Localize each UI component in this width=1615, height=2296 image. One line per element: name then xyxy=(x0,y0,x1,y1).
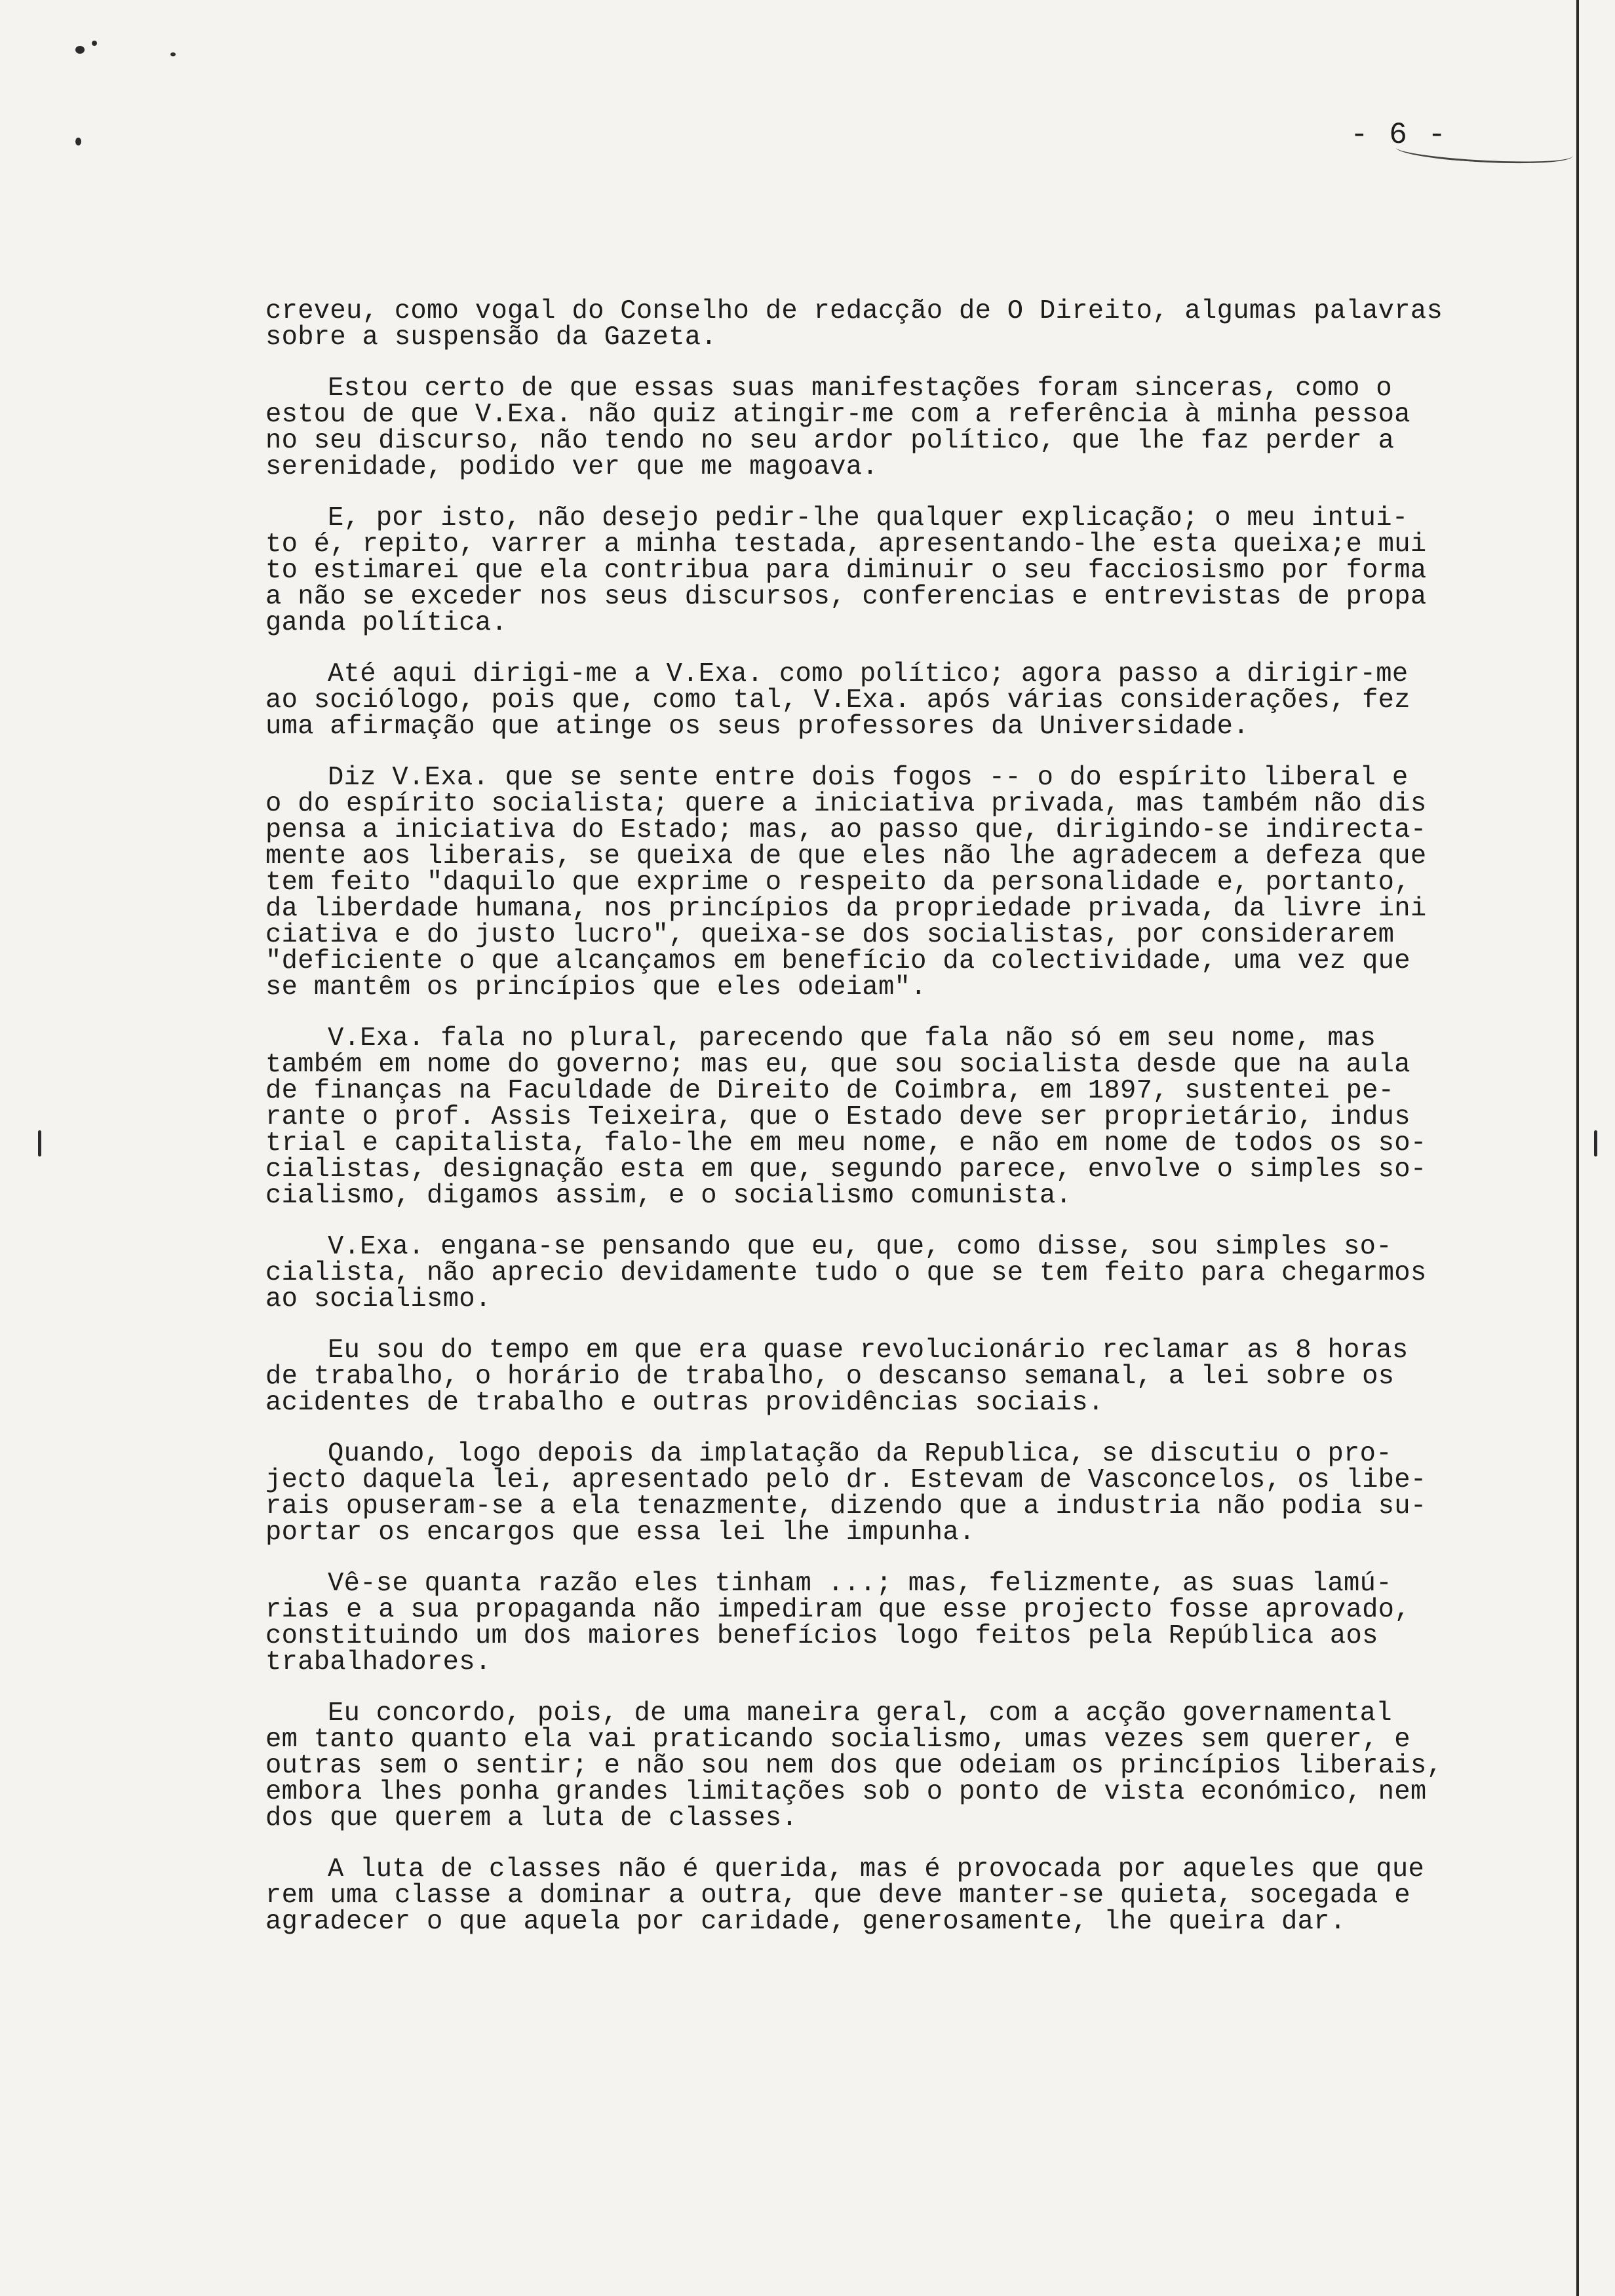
page-number: - 6 - xyxy=(1350,118,1448,152)
scan-speck xyxy=(92,41,97,46)
paragraph xyxy=(265,1856,1485,1935)
text-line: tem feito "daquilo que exprime o respeito da personalidade e, portanto, xyxy=(265,868,1411,898)
text-line: outras sem o sentir; e não sou nem dos que odeiam os princípios liberais, xyxy=(265,1751,1443,1781)
paragraph xyxy=(265,765,1485,1001)
paragraph xyxy=(265,1025,1485,1209)
paragraph xyxy=(265,505,1485,636)
text-line: se mantêm os princípios que eles odeiam". xyxy=(265,972,927,1003)
text-line: a não se exceder nos seus discursos, conferencias e entrevistas de propa xyxy=(265,582,1427,612)
text-line: uma afirmação que atinge os seus professores da Universidade. xyxy=(265,712,1249,742)
text-line: rante o prof. Assis Teixeira, que o Estado deve ser proprietário, indus xyxy=(265,1102,1411,1132)
scan-speck xyxy=(38,1130,41,1157)
text-line: V.Exa. engana-se pensando que eu, que, como disse, sou simples so- xyxy=(328,1232,1392,1262)
text-line: to é, repito, varrer a minha testada, apresentando-lhe esta queixa;e mui xyxy=(265,529,1427,560)
scan-speck xyxy=(170,52,176,56)
paragraph xyxy=(265,375,1485,480)
paragraph xyxy=(265,1441,1485,1546)
text-line: serenidade, podido ver que me magoava. xyxy=(265,452,878,482)
scan-speck xyxy=(1594,1130,1597,1157)
text-line: ganda política. xyxy=(265,608,508,638)
text-line: ao sociólogo, pois que, como tal, V.Exa. após várias considerações, fez xyxy=(265,685,1411,716)
text-line: portar os encargos que essa lei lhe impunha. xyxy=(265,1518,975,1548)
text-line: trabalhadores. xyxy=(265,1647,492,1677)
text-line: o do espírito socialista; quere a iniciativa privada, mas também não dis xyxy=(265,789,1427,819)
text-line: da liberdade humana, nos princípios da propriedade privada, da livre ini xyxy=(265,894,1427,924)
text-line: estou de que V.Exa. não quiz atingir-me com a referência à minha pessoa xyxy=(265,400,1411,430)
paragraph xyxy=(265,1234,1485,1312)
paragraph xyxy=(265,661,1485,740)
text-line: dos que querem a luta de classes. xyxy=(265,1803,798,1833)
text-line: rias e a sua propaganda não impediram que esse projecto fosse aprovado, xyxy=(265,1595,1411,1625)
text-line: Eu sou do tempo em que era quase revolucionário reclamar as 8 horas xyxy=(328,1335,1409,1366)
scan-speck xyxy=(75,46,85,54)
text-line: pensa a iniciativa do Estado; mas, ao passo que, dirigindo-se indirecta- xyxy=(265,815,1427,845)
text-line: V.Exa. fala no plural, parecendo que fala não só em seu nome, mas xyxy=(328,1024,1376,1054)
text-line: cialistas, designação esta em que, segundo parece, envolve o simples so- xyxy=(265,1155,1427,1185)
paragraph xyxy=(265,298,1485,351)
text-line: embora lhes ponha grandes limitações sob o ponto de vista económico, nem xyxy=(265,1777,1427,1807)
text-line: constituindo um dos maiores benefícios logo feitos pela República aos xyxy=(265,1621,1378,1651)
document-body xyxy=(265,298,1485,1960)
text-line: "deficiente o que alcançamos em benefício da colectividade, uma vez que xyxy=(265,946,1411,976)
text-line: em tanto quanto ela vai praticando socialismo, umas vezes sem querer, e xyxy=(265,1725,1411,1755)
text-line: no seu discurso, não tendo no seu ardor político, que lhe faz perder a xyxy=(265,426,1395,456)
text-line: creveu, como vogal do Conselho de redacção de O Direito, algumas palavras xyxy=(265,296,1443,326)
scan-edge-line xyxy=(1576,0,1579,2296)
text-line: sobre a suspensão da Gazeta. xyxy=(265,322,717,353)
text-line: trial e capitalista, falo-lhe em meu nome, e não em nome de todos os so- xyxy=(265,1128,1427,1158)
text-line: Estou certo de que essas suas manifestações foram sinceras, como o xyxy=(328,373,1392,404)
text-line: Até aqui dirigi-me a V.Exa. como político; agora passo a dirigir-me xyxy=(328,659,1409,689)
text-line: A luta de classes não é querida, mas é provocada por aqueles que que xyxy=(328,1854,1425,1885)
text-line: Vê-se quanta razão eles tinham ...; mas, felizmente, as suas lamú- xyxy=(328,1569,1392,1599)
text-line: cialista, não aprecio devidamente tudo o que se tem feito para chegarmos xyxy=(265,1258,1427,1288)
paragraph xyxy=(265,1700,1485,1831)
text-line: ao socialismo. xyxy=(265,1284,492,1314)
text-line: também em nome do governo; mas eu, que sou socialista desde que na aula xyxy=(265,1050,1411,1080)
text-line: agradecer o que aquela por caridade, generosamente, lhe queira dar. xyxy=(265,1907,1346,1937)
text-line: Quando, logo depois da implatação da Republica, se discutiu o pro- xyxy=(328,1439,1392,1469)
paragraph xyxy=(265,1337,1485,1416)
text-line: Eu concordo, pois, de uma maneira geral, com a acção governamental xyxy=(328,1698,1392,1729)
text-line: E, por isto, não desejo pedir-lhe qualquer explicação; o meu intui- xyxy=(328,503,1409,533)
scan-speck xyxy=(75,138,81,145)
text-line: ciativa e do justo lucro", queixa-se dos socialistas, por considerarem xyxy=(265,920,1395,950)
text-line: to estimarei que ela contribua para diminuir o seu facciosismo por forma xyxy=(265,556,1427,586)
paragraph xyxy=(265,1571,1485,1675)
text-line: de finanças na Faculdade de Direito de Coimbra, em 1897, sustentei pe- xyxy=(265,1076,1395,1106)
text-line: mente aos liberais, se queixa de que eles não lhe agradecem a defeza que xyxy=(265,841,1427,871)
text-line: rem uma classe a dominar a outra, que deve manter-se quieta, socegada e xyxy=(265,1881,1411,1911)
text-line: de trabalho, o horário de trabalho, o descanso semanal, a lei sobre os xyxy=(265,1362,1395,1392)
text-line: Diz V.Exa. que se sente entre dois fogos -- o do espírito liberal e xyxy=(328,763,1409,793)
text-line: jecto daquela lei, apresentado pelo dr. Estevam de Vasconcelos, os libe- xyxy=(265,1465,1427,1495)
text-line: acidentes de trabalho e outras providências sociais. xyxy=(265,1388,1104,1418)
text-line: cialismo, digamos assim, e o socialismo comunista. xyxy=(265,1181,1072,1211)
text-line: rais opuseram-se a ela tenazmente, dizendo que a industria não podia su- xyxy=(265,1491,1427,1521)
